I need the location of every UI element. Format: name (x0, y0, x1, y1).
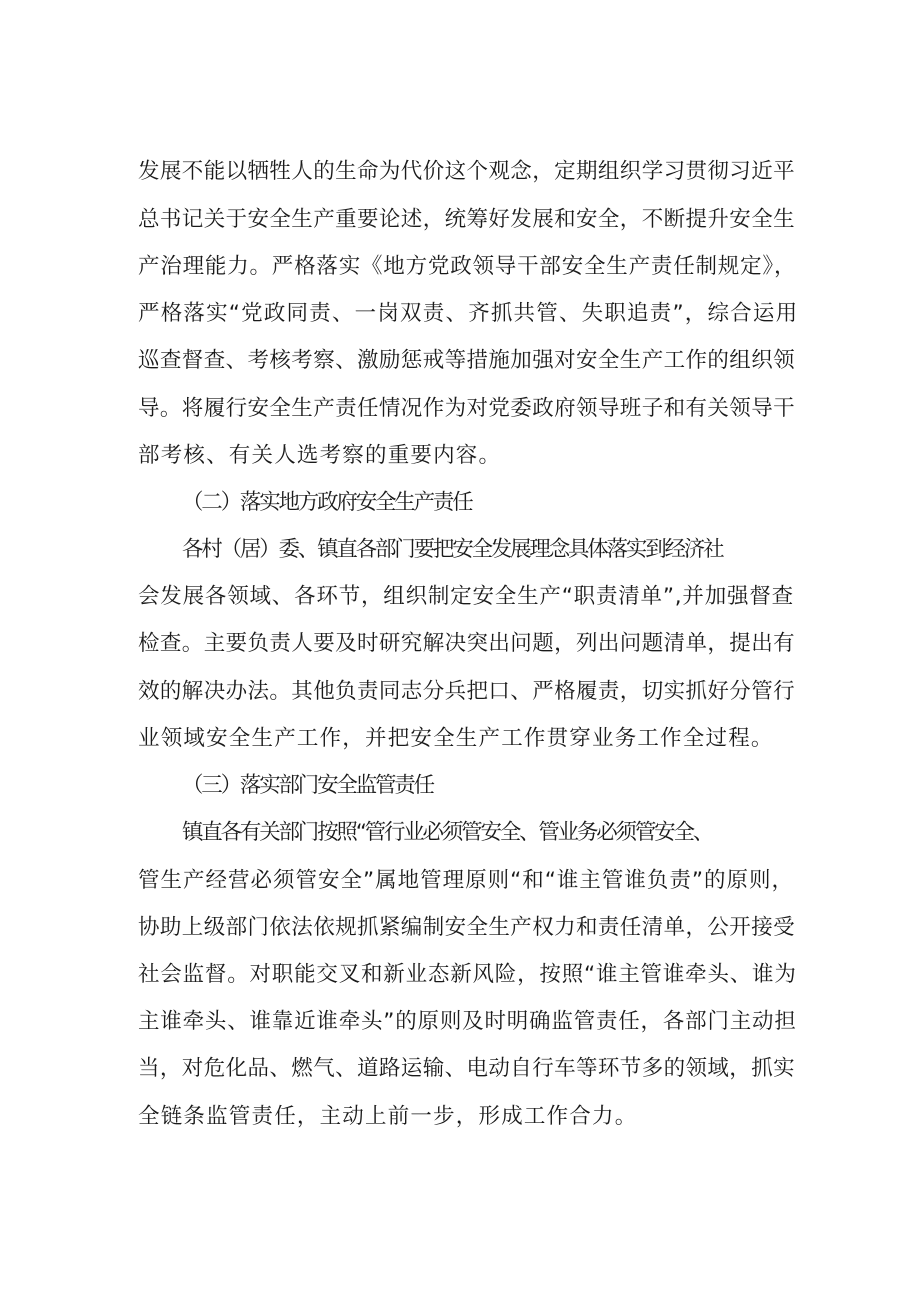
paragraph-line: 全链条监管责任，主动上前一步，形成工作合力。 (138, 1104, 638, 1129)
paragraph-line: 主谁牵头、谁靠近谁牵头”的原则及时明确监管责任，各部门主动担 (138, 1009, 797, 1034)
paragraph-line: 发展不能以牺牲人的生命为代价这个观念，定期组织学习贯彻习近平 (138, 159, 796, 184)
paragraph-line: 各村（居）委、镇直各部门要把安全发展理念具体落实到经济社 (182, 537, 723, 562)
paragraph-line: 总书记关于安全生产重要论述，统筹好发展和安全，不断提升安全生 (138, 207, 796, 232)
paragraph-line: 导。将履行安全生产责任情况作为对党委政府领导班子和有关领导干 (138, 396, 796, 421)
section-heading: （三）落实部门安全监管责任 (182, 773, 433, 798)
paragraph-line: 部考核、有关人选考察的重要内容。 (138, 443, 502, 468)
paragraph-line: 社会监督。对职能交叉和新业态新风险，按照“谁主管谁牵头、谁为 (138, 962, 797, 987)
paragraph-line: 巡查督查、考核考察、激励惩戒等措施加强对安全生产工作的组织领 (138, 348, 796, 373)
paragraph-line: 检查。主要负责人要及时研究解决突出问题，列出问题清单，提出有 (138, 631, 796, 656)
paragraph-line: 管生产经营必须管安全”属地管理原则“和“谁主管谁负责”的原则， (138, 868, 795, 893)
paragraph-line: 业领域安全生产工作，并把安全生产工作贯穿业务工作全过程。 (138, 726, 774, 751)
paragraph-line: 效的解决办法。其他负责同志分兵把口、严格履责，切实抓好分管行 (138, 679, 796, 704)
paragraph-line: 会发展各领域、各环节，组织制定安全生产“职责清单”,并加强督查 (138, 584, 794, 609)
paragraph-line: 协助上级部门依法依规抓紧编制安全生产权力和责任清单，公开接受 (138, 915, 796, 940)
paragraph-line: 严格落实“党政同责、一岗双责、齐抓共管、失职追责”，综合运用 (138, 301, 799, 326)
paragraph-line: 当，对危化品、燃气、道路运输、电动自行车等环节多的领域，抓实 (138, 1056, 796, 1081)
paragraph-line: 产治理能力。严格落实《地方党政领导干部安全生产责任制规定》， (138, 254, 797, 279)
paragraph-line: 镇直各有关部门按照“管行业必须管安全、管业务必须管安全、 (182, 820, 713, 845)
section-heading: （二）落实地方政府安全生产责任 (182, 490, 472, 515)
